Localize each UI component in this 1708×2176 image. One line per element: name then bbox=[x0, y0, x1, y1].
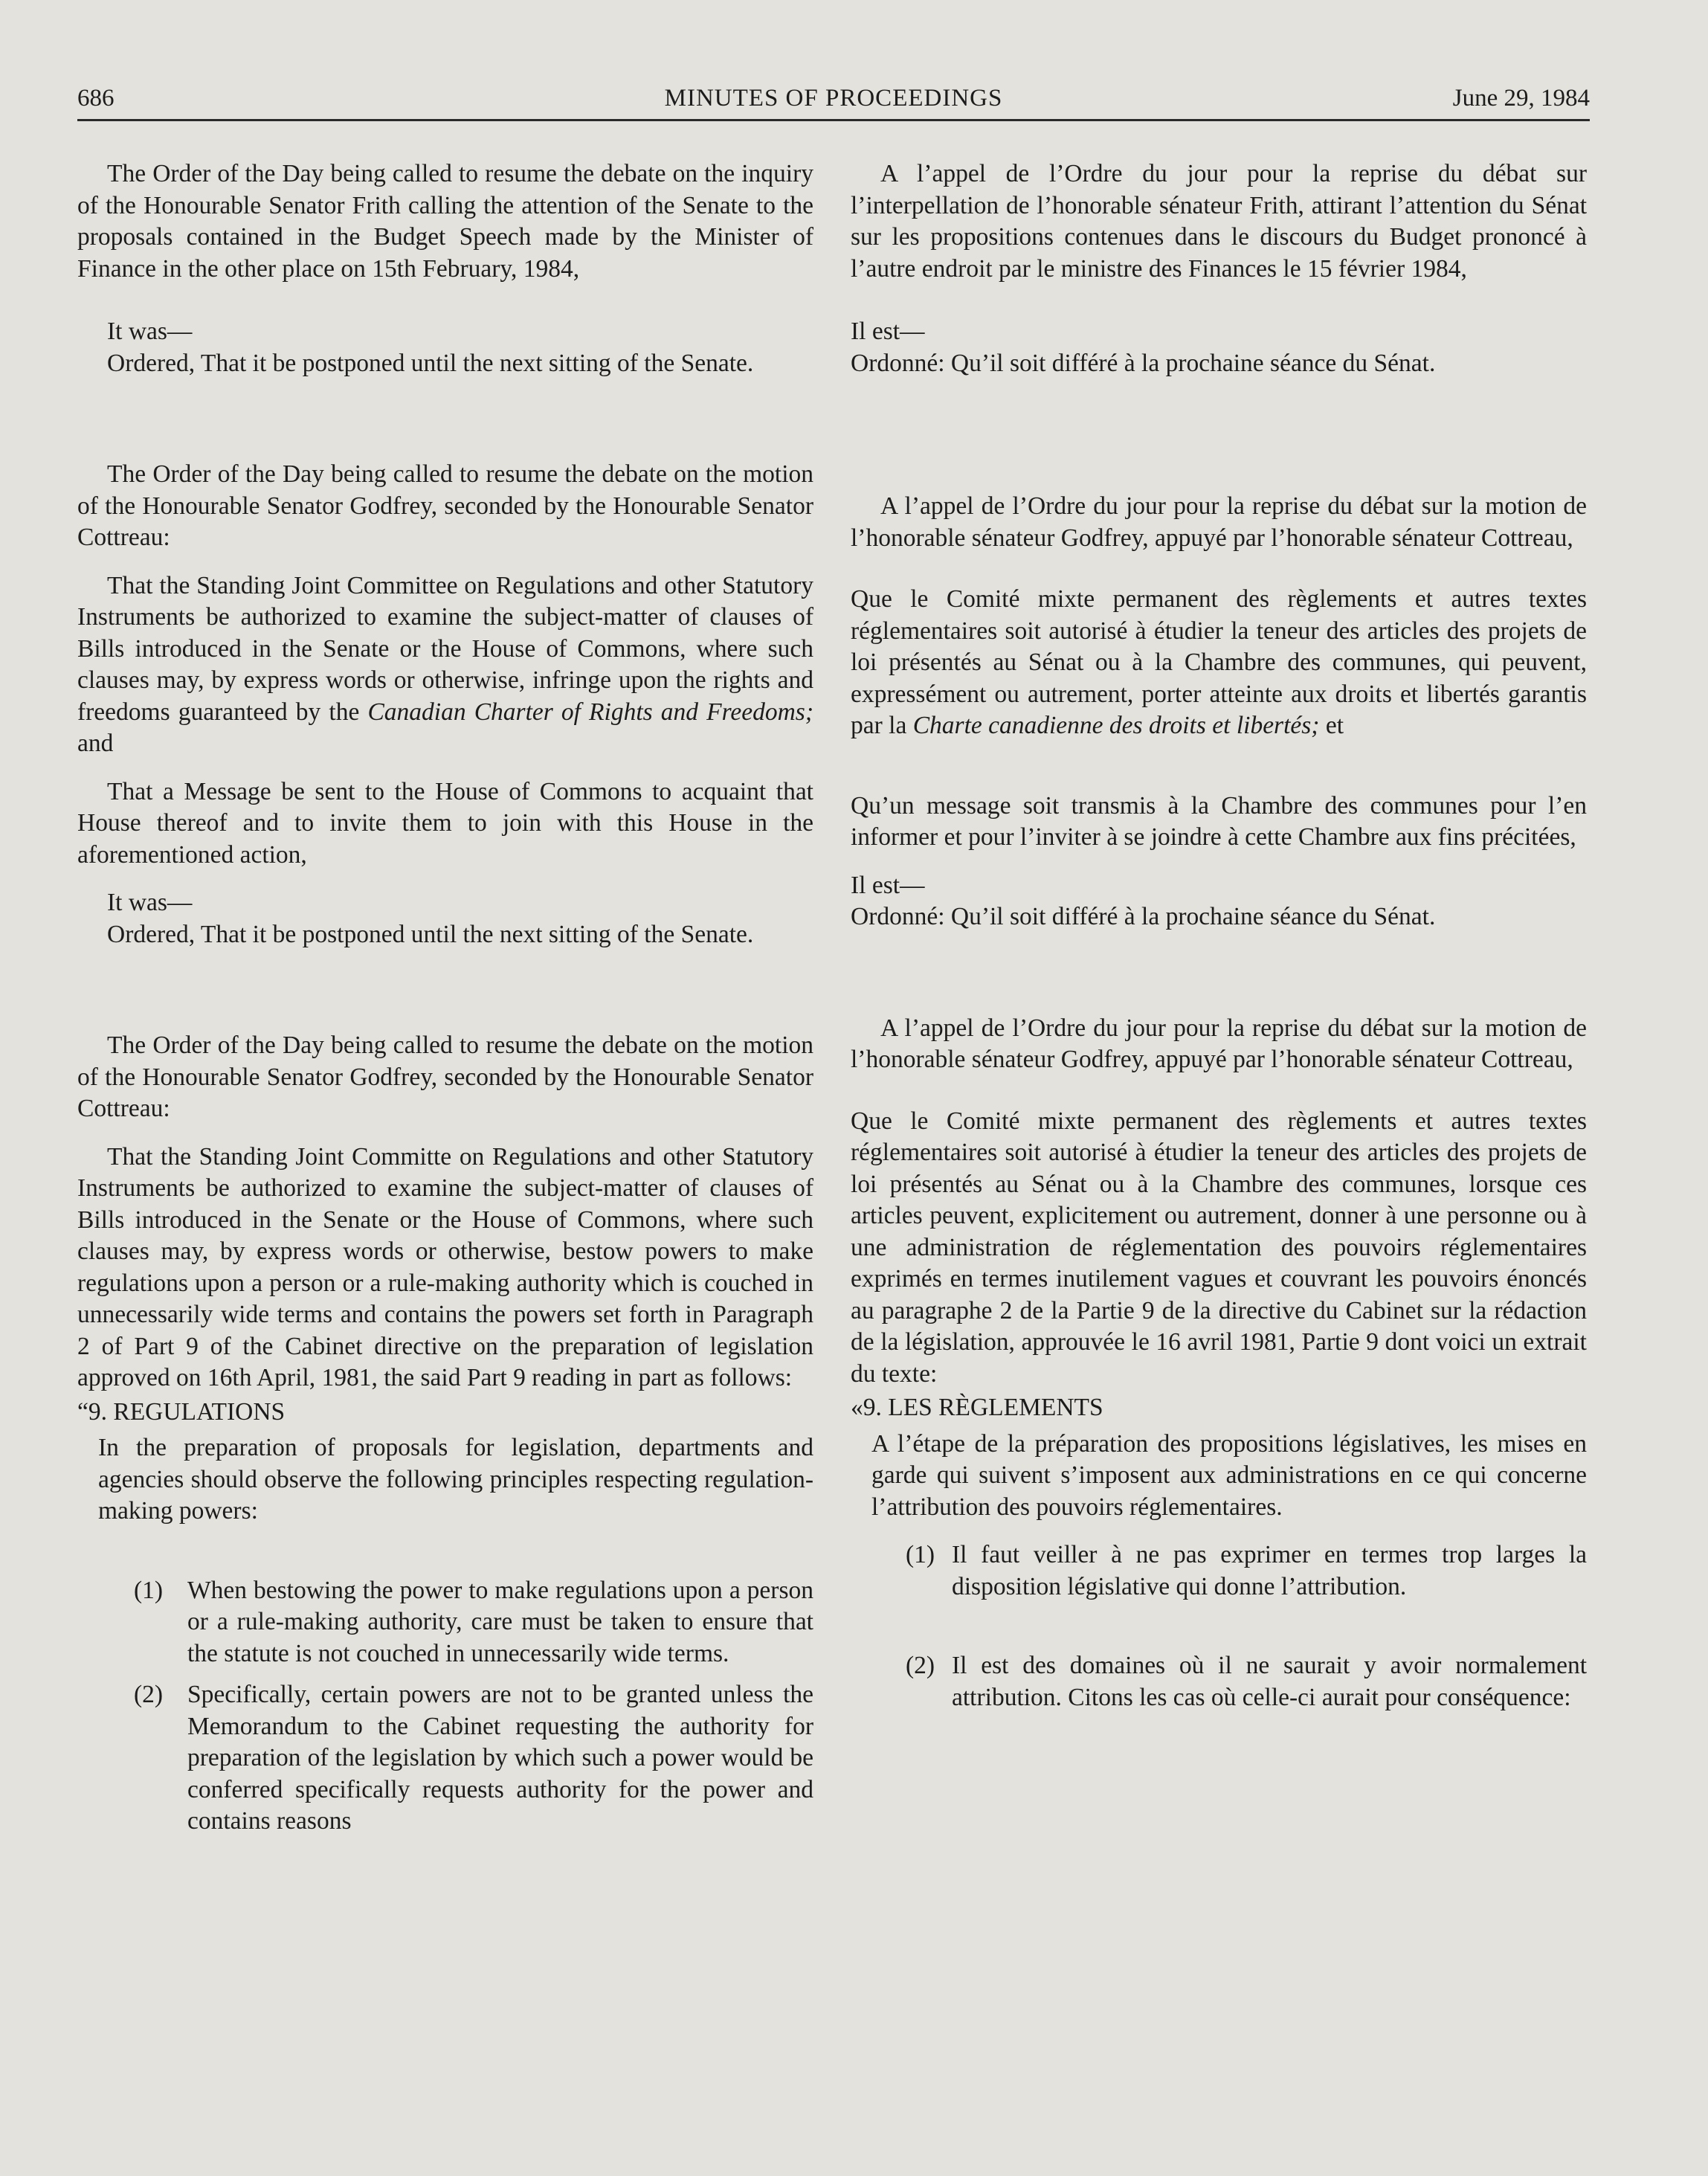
running-title: MINUTES OF PROCEEDINGS bbox=[664, 85, 1003, 112]
item-1-text: When bestowing the power to make regulations upon a person or a rule-making authority, care must be taken to ensure that the statute is not couched in unnecessarily wide terms. bbox=[187, 1576, 813, 1667]
fr-item-1-number: (1) bbox=[906, 1541, 935, 1568]
order1-it-was: It was— bbox=[107, 318, 193, 345]
regulations-intro: In the preparation of proposals for legislation, departments and agencies should observe the following principles respecting regulation-making powers: bbox=[98, 1434, 813, 1525]
order2-it-was: It was— bbox=[107, 889, 193, 916]
fr-order2-motion-text: Que le Comité mixte permanent des règlements et autres textes réglementaires soit autorisé à étudier la teneur des articles des projets de loi présentés au Sénat ou à la Chambre des communes, qui peuvent, expressément ou autrement, porter atteinte aux droits et libertés garantis par la bbox=[851, 585, 1587, 739]
french-column bbox=[851, 158, 1587, 1713]
fr-order2-message: Qu’un message soit transmis à la Chambre des communes pour l’en informer et pour l’inviter à se joindre à cette Chambre aux fins précitées, bbox=[851, 791, 1587, 851]
fr-item-1-text: Il faut veiller à ne pas exprimer en termes trop larges la disposition législative qui donne l’attribution. bbox=[952, 1541, 1587, 1600]
fr-order2-motion-et: et bbox=[1325, 712, 1344, 739]
fr-order2-ordonne: Ordonné: Qu’il soit différé à la prochaine séance du Sénat. bbox=[851, 903, 1436, 930]
fr-order3-motion: Que le Comité mixte permanent des règlements et autres textes réglementaires soit autorisé à étudier la teneur des articles des projets de loi présentés au Sénat ou à la Chambre des communes, lorsque ces articles peuvent, explicitement ou autrement, donner à une personne ou à une administration de réglementation des pouvoirs réglementaires exprimés en termes inutilement vagues et couvrant les pouvoirs énoncés au paragraphe 2 de la Partie 9 de la directive du Cabinet sur la rédaction de la législation, approuvée le 16 avril 1981, Partie 9 dont voici un extrait du texte: bbox=[851, 1107, 1587, 1388]
fr-order1-intro: A l’appel de l’Ordre du jour pour la reprise du débat sur l’interpellation de l’honorable sénateur Frith, attirant l’attention du Sénat sur les propositions contenues dans le discours du Budget prononcé à l’autre endroit par le ministre des Finances le 15 février 1984, bbox=[851, 160, 1587, 283]
order2-motion-and: and bbox=[77, 730, 114, 757]
fr-order2-il-est: Il est— bbox=[851, 871, 925, 899]
fr-order3-intro: A l’appel de l’Ordre du jour pour la reprise du débat sur la motion de l’honorable sénateur Godfrey, appuyé par l’honorable sénateur Cottreau, bbox=[851, 1014, 1587, 1073]
order2-motion-text: That the Standing Joint Committee on Regulations and other Statutory Instruments be authorized to examine the subject-matter of clauses of Bills introduced in the Senate or the House of Commons, where such clauses may, by express words or otherwise, infringe upon the rights and freedoms guaranteed by the bbox=[77, 571, 813, 726]
item-1-number: (1) bbox=[134, 1576, 164, 1604]
fr-item-2-text: Il est des domaines où il ne saurait y avoir normalement attribution. Citons les cas où celle-ci aurait pour conséquence: bbox=[952, 1652, 1587, 1711]
order2-message: That a Message be sent to the House of Commons to acquaint that House thereof and to invite them to join with this House in the aforementioned action, bbox=[77, 777, 813, 869]
order2-intro: The Order of the Day being called to resume the debate on the motion of the Honourable Senator Godfrey, seconded by the Honourable Senator Cottreau: bbox=[77, 460, 813, 551]
order1-ordered: Ordered, That it be postponed until the next sitting of the Senate. bbox=[107, 349, 754, 377]
charter-citation: Canadian Charter of Rights and Freedoms; bbox=[367, 698, 813, 726]
fr-regulation-item-1 bbox=[851, 1539, 1587, 1603]
fr-order1-ordonne: Ordonné: Qu’il soit différé à la prochaine séance du Sénat. bbox=[851, 349, 1436, 377]
fr-order2-motion bbox=[851, 584, 1587, 742]
order2-ordered: Ordered, That it be postponed until the next sitting of the Senate. bbox=[107, 920, 754, 948]
item-2-text: Specifically, certain powers are not to be granted unless the Memorandum to the Cabinet requesting the authority for preparation of the legislation by which such a power would be conferred specifically requests authority for the power and contains reasons bbox=[187, 1681, 813, 1835]
charte-citation: Charte canadienne des droits et libertés; bbox=[912, 712, 1320, 739]
fr-regulation-item-2 bbox=[851, 1650, 1587, 1713]
regulations-heading: “9. REGULATIONS bbox=[77, 1397, 286, 1426]
regulation-item-2 bbox=[77, 1679, 813, 1838]
order3-motion: That the Standing Joint Committe on Regulations and other Statutory Instruments be authorized to examine the subject-matter of clauses of Bills introduced in the Senate or the House of Commons, where such clauses may, by express words or otherwise, bestow powers to make regulations upon a person or a rule-making authority which is couched in unnecessarily wide terms and contains the powers set forth in Paragraph 2 of Part 9 of the Cabinet directive on the preparation of legislation approved on 16th April, 1981, the said Part 9 reading in part as follows: bbox=[77, 1142, 813, 1391]
fr-regulations-intro: A l’étape de la préparation des propositions législatives, les mises en garde qui suivent s’imposent aux administrations en ce qui concerne l’attribution des pouvoirs réglementaires. bbox=[871, 1429, 1587, 1521]
page-number: 686 bbox=[77, 85, 115, 112]
fr-order1-il-est: Il est— bbox=[851, 318, 925, 345]
order3-intro: The Order of the Day being called to resume the debate on the motion of the Honourable Senator Godfrey, seconded by the Honourable Senator Cottreau: bbox=[77, 1031, 813, 1122]
order2-motion bbox=[77, 570, 813, 760]
fr-order2-intro: A l’appel de l’Ordre du jour pour la reprise du débat sur la motion de l’honorable sénateur Godfrey, appuyé par l’honorable sénateur Cottreau, bbox=[851, 492, 1587, 552]
page-header bbox=[77, 77, 1590, 121]
fr-regulations-heading: «9. LES RÈGLEMENTS bbox=[851, 1394, 1103, 1421]
order1-intro: The Order of the Day being called to resume the debate on the inquiry of the Honourable Senator Frith calling the attention of the Senate to the proposals contained in the Budget Speech made by the Minister of Finance in the other place on 15th February, 1984, bbox=[77, 160, 813, 283]
header-date: June 29, 1984 bbox=[1452, 85, 1590, 112]
regulation-item-1 bbox=[77, 1575, 813, 1670]
item-2-number: (2) bbox=[134, 1681, 164, 1708]
fr-item-2-number: (2) bbox=[906, 1652, 935, 1679]
english-column bbox=[77, 158, 813, 1838]
